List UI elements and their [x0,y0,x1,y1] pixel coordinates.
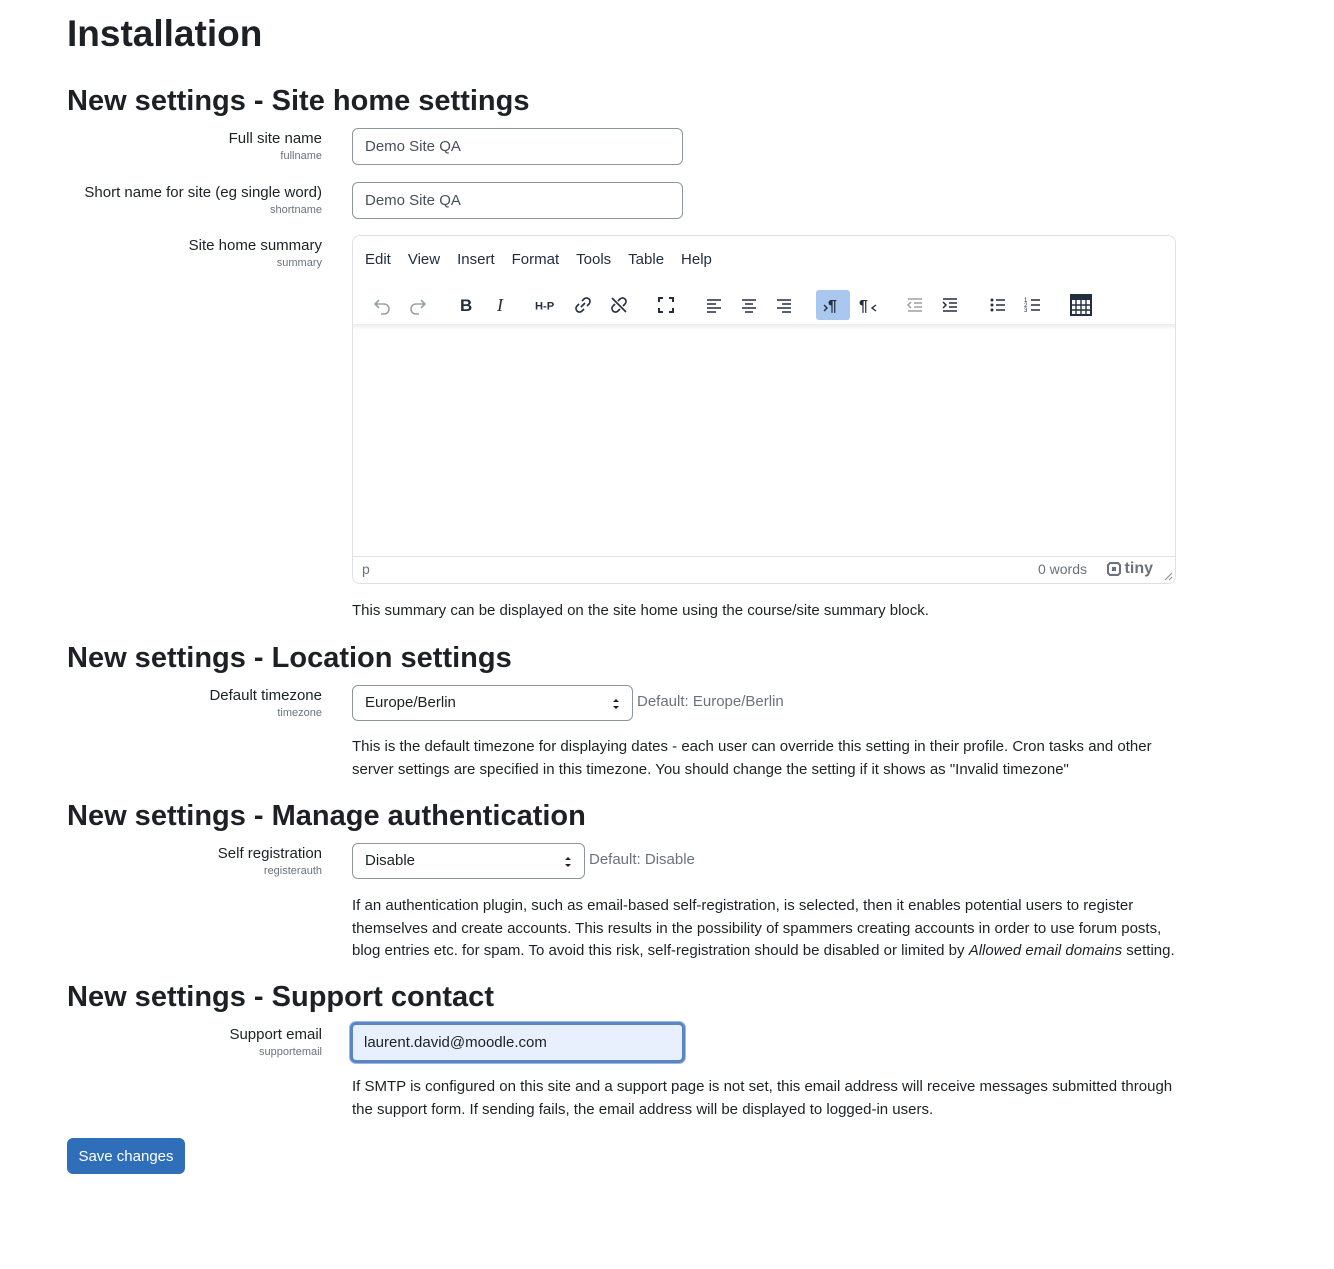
svg-text:¶: ¶ [828,298,837,315]
ltr-button[interactable] [816,290,850,320]
svg-text:¶: ¶ [859,298,868,315]
align-right-icon [774,295,794,315]
fullname-key: fullname [280,150,322,162]
supportemail-description: If SMTP is configured on this site and a support page is not set, this email address will receive messages submitted through the support form. If sending fails, the email address will be displayed to logged-in users. [352,1078,1173,1118]
menu-format[interactable]: Format [511,251,560,268]
undo-button[interactable] [365,290,399,320]
summary-editor [352,235,1176,584]
registerauth-description [352,895,1182,963]
tiny-logo[interactable] [1106,560,1153,578]
select-arrows-icon [612,697,620,711]
rtl-icon [858,295,878,315]
outdent-icon [905,295,925,315]
align-center-icon [739,295,759,315]
indent-icon [940,295,960,315]
h5p-icon [535,295,561,315]
save-changes-button[interactable]: Save changes [67,1138,185,1174]
indent-button[interactable] [933,290,967,320]
page-title: Installation [67,13,263,54]
table-button[interactable] [1064,290,1098,320]
summary-description: This summary can be displayed on the site home using the course/site summary block. [352,602,929,619]
menu-table[interactable]: Table [628,251,665,268]
registerauth-label-text: Self registration [217,845,322,862]
editor-statusbar [353,556,1175,583]
element-path[interactable]: p [362,561,370,577]
registerauth-label [218,844,322,878]
menu-help[interactable]: Help [681,251,712,268]
summary-label [189,236,322,270]
fullname-label-text: Full site name [228,130,322,147]
registerauth-description-text: If an authentication plugin, such as email-based self-registration, is selected, then it enables potential users to register themselves and create accounts. This results in the possibility of spammers creating accounts in order to use forum posts, blog entries etc. for spam. To avoid this risk, self-registration should be disabled or limited by [352,897,1162,959]
allowed-email-domains-emphasis: Allowed email domains [968,942,1123,959]
unlink-icon [609,295,629,315]
fullscreen-icon [656,295,676,315]
timezone-default: Default: Europe/Berlin [637,693,784,710]
link-button[interactable] [566,290,600,320]
section-heading-location: New settings - Location settings [67,642,512,674]
menu-insert[interactable]: Insert [457,251,495,268]
timezone-select[interactable] [352,685,633,721]
svg-text:I: I [497,295,503,315]
shortname-label [84,183,322,217]
menu-edit[interactable]: Edit [365,251,391,268]
undo-icon [372,295,392,315]
align-left-button[interactable] [697,290,731,320]
menu-view[interactable]: View [407,251,441,268]
shortname-input[interactable] [352,182,683,219]
resize-handle-icon[interactable] [1163,571,1173,581]
align-center-button[interactable] [732,290,766,320]
bold-icon [456,295,476,315]
select-arrows-icon [564,855,572,869]
shortname-key: shortname [270,204,322,216]
timezone-description: This is the default timezone for displaying dates - each user can override this setting in their profile. Cron tasks and other server settings are specified in this timezone. You should change the setting if it shows as "Invalid timezone" [352,738,1152,778]
numbered-list-icon [1023,295,1043,315]
redo-icon [408,295,428,315]
bullet-list-icon [988,295,1008,315]
svg-text:2: 2 [1024,303,1028,309]
svg-text:H-P: H-P [535,300,555,313]
fullname-label [229,129,322,163]
section-heading-site-home: New settings - Site home settings [67,85,530,117]
align-right-button[interactable] [767,290,801,320]
rtl-button[interactable] [851,290,885,320]
timezone-label-text: Default timezone [209,687,322,704]
unlink-button[interactable] [602,290,636,320]
tiny-logo-icon [1106,561,1122,577]
menu-tools[interactable]: Tools [576,251,612,268]
bullet-list-button[interactable] [981,290,1015,320]
bold-button[interactable] [449,290,483,320]
section-heading-auth: New settings - Manage authentication [67,800,586,832]
timezone-label [209,686,322,720]
tiny-logo-text: tiny [1124,560,1153,577]
ltr-icon [823,295,843,315]
shortname-label-text: Short name for site (eg single word) [84,184,322,201]
numbered-list-button[interactable] [1016,290,1050,320]
registerauth-description-end: setting. [1122,942,1175,959]
link-icon [573,295,593,315]
word-count[interactable]: 0 words [1037,561,1087,577]
italic-button[interactable] [484,290,518,320]
h5p-button[interactable] [531,290,565,320]
fullscreen-button[interactable] [649,290,683,320]
outdent-button[interactable] [898,290,932,320]
table-icon [1070,294,1092,316]
registerauth-key: registerauth [263,865,322,877]
supportemail-label [229,1025,322,1059]
summary-label-text: Site home summary [188,237,322,254]
italic-icon [491,295,511,315]
timezone-selected-value: Europe/Berlin [365,694,456,711]
redo-button[interactable] [401,290,435,320]
supportemail-label-text: Support email [229,1026,322,1043]
summary-key: summary [276,257,322,269]
timezone-key: timezone [277,707,322,719]
svg-text:1: 1 [1024,298,1028,304]
align-left-icon [704,295,724,315]
registerauth-selected-value: Disable [365,852,416,869]
registerauth-default: Default: Disable [589,851,695,868]
section-heading-support: New settings - Support contact [67,981,494,1013]
supportemail-input[interactable] [350,1022,685,1063]
editor-content-area[interactable] [353,330,1175,557]
svg-text:B: B [460,296,473,315]
supportemail-key: supportemail [259,1046,322,1058]
registerauth-select[interactable] [352,843,585,879]
fullname-input[interactable] [352,128,683,165]
editor-toolbar [353,284,1175,324]
editor-menubar [365,251,729,268]
svg-text:3: 3 [1024,308,1028,314]
